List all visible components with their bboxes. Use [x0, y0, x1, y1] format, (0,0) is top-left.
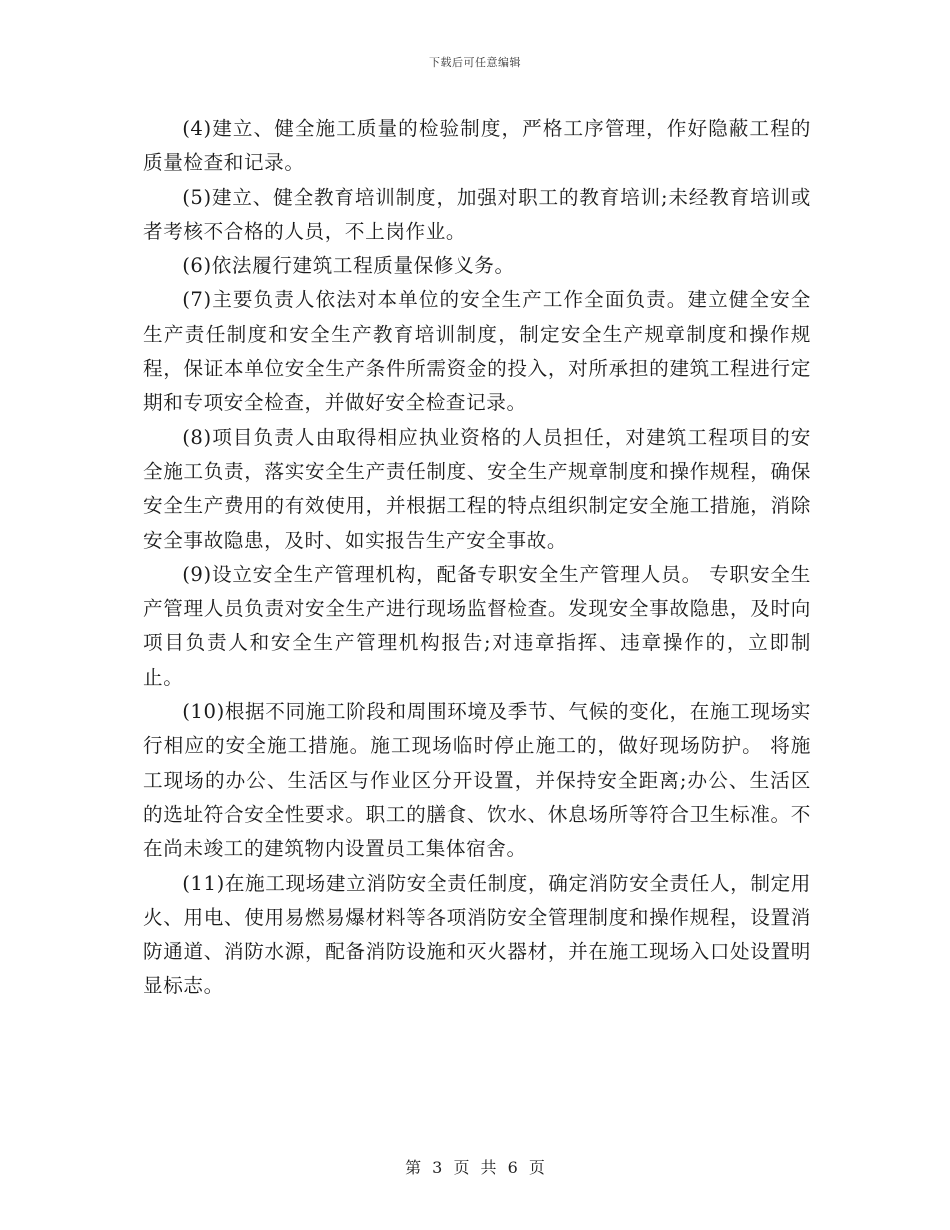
paragraph-9: (9)设立安全生产管理机构，配备专职安全生产管理人员。 专职安全生产管理人员负责对安全生产进行现场监督检查。发现安全事故隐患，及时向项目负责人和安全生产管理机构报告;对违章指挥、违章操作的，立即制止。 — [143, 562, 811, 689]
page-header: 下载后可任意编辑 — [429, 56, 521, 69]
paragraph-7: (7)主要负责人依法对本单位的安全生产工作全面负责。建立健全安全生产责任制度和安全生产教育培训制度，制定安全生产规章制度和操作规程，保证本单位安全生产条件所需资金的投入，对所承担的建筑工程进行定期和专项安全检查，并做好安全检查记录。 — [143, 288, 811, 415]
paragraph-10: (10)根据不同施工阶段和周围环境及季节、气候的变化，在施工现场实行相应的安全施工措施。施工现场临时停止施工的，做好现场防护。 将施工现场的办公、生活区与作业区分开设置，并保持安全距离;办公、生活区的选址符合安全性要求。职工的膳食、饮水、休息场所等符合卫生标准。不在尚未竣工的建筑物内设置员工集体宿舍。 — [143, 700, 811, 861]
paragraph-5: (5)建立、健全教育培训制度，加强对职工的教育培训;未经教育培训或者考核不合格的人员，不上岗作业。 — [143, 185, 811, 243]
document-body — [143, 112, 811, 1004]
paragraph-8: (8)项目负责人由取得相应执业资格的人员担任，对建筑工程项目的安全施工负责，落实安全生产责任制度、安全生产规章制度和操作规程，确保安全生产费用的有效使用，并根据工程的特点组织制定安全施工措施，消除安全事故隐患，及时、如实报告生产安全事故。 — [143, 425, 811, 552]
paragraph-11: (11)在施工现场建立消防安全责任制度，确定消防安全责任人，制定用火、用电、使用易燃易爆材料等各项消防安全管理制度和操作规程，设置消防通道、消防水源，配备消防设施和灭火器材，并在施工现场入口处设置明显标志。 — [143, 871, 811, 998]
paragraph-6: (6)依法履行建筑工程质量保修义务。 — [182, 254, 515, 278]
page-number-footer: 第 3 页 共 6 页 — [405, 1158, 545, 1177]
paragraph-4: (4)建立、健全施工质量的检验制度，严格工序管理，作好隐蔽工程的质量检查和记录。 — [143, 117, 811, 175]
